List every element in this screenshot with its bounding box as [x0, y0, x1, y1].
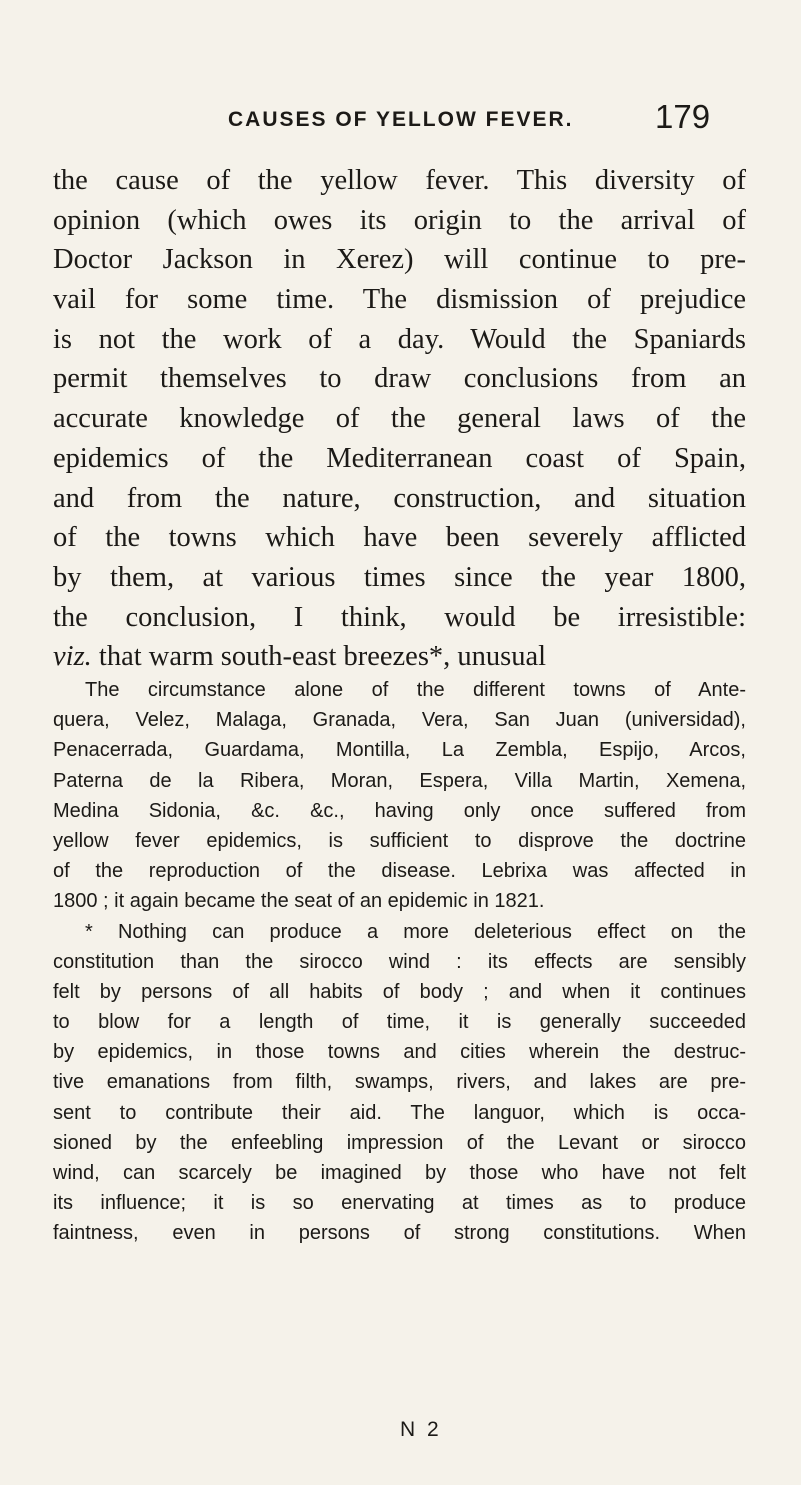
footnote-line: sioned by the enfeebling impression of the Levant or sirocco — [53, 1131, 746, 1154]
text-line: by them, at various times since the year 1800, — [53, 561, 746, 593]
text-line: accurate knowledge of the general laws of the — [53, 403, 746, 435]
text-line: the cause of the yellow fever. This diversity of — [53, 165, 746, 196]
footnote-line: faintness, even in persons of strong constitutions. When — [53, 1222, 746, 1245]
text-line: and from the nature, construction, and situation — [53, 482, 746, 514]
text-line: epidemics of the Mediterranean coast of Spain, — [53, 442, 746, 474]
text-line: the conclusion, I think, would be irresistible: — [53, 601, 746, 633]
footnote-line: constitution than the sirocco wind : its effects are sensibly — [53, 950, 746, 973]
footnote-line: Penacerrada, Guardama, Montilla, La Zembla, Espijo, Arcos, — [53, 739, 746, 762]
footnote-line: its influence; it is so enervating at times as to produce — [53, 1192, 746, 1215]
footnote-line: yellow fever epidemics, is sufficient to disprove the doctrine — [53, 829, 746, 852]
footnote-line: felt by persons of all habits of body ; and when it continues — [53, 980, 746, 1003]
signature-mark: N 2 — [400, 1418, 442, 1441]
text-line: vail for some time. The dismission of prejudice — [53, 284, 746, 316]
footnote-line: sent to contribute their aid. The languor, which is occa- — [53, 1101, 746, 1124]
italic-viz: viz. — [53, 641, 92, 673]
text-line: permit themselves to draw conclusions from an — [53, 363, 746, 395]
footnote-line: The circumstance alone of the different towns of Ante- — [85, 679, 746, 701]
text-line: opinion (which owes its origin to the arrival of — [53, 204, 746, 236]
footnote-line: quera, Velez, Malaga, Granada, Vera, San Juan (universidad), — [53, 709, 746, 732]
text-line-last — [53, 637, 746, 677]
footnote-line: Medina Sidonia, &c. &c., having only once suffered from — [53, 799, 746, 822]
page-header — [0, 98, 801, 148]
footnote-line: Paterna de la Ribera, Moran, Espera, Villa Martin, Xemena, — [53, 769, 746, 792]
text-line: Doctor Jackson in Xerez) will continue to pre- — [53, 244, 746, 276]
footnote-line: by epidemics, in those towns and cities wherein the destruc- — [53, 1041, 746, 1064]
footnote-line: to blow for a length of time, it is generally succeeded — [53, 1011, 746, 1034]
footnote-line: wind, can scarcely be imagined by those who have not felt — [53, 1162, 746, 1184]
footnotes — [53, 675, 746, 1249]
text-line: is not the work of a day. Would the Spaniards — [53, 323, 746, 355]
footnote-line: tive emanations from filth, swamps, rivers, and lakes are pre- — [53, 1071, 746, 1094]
footnote-line: 1800 ; it again became the seat of an epidemic in 1821. — [53, 890, 545, 913]
text-line: of the towns which have been severely afflicted — [53, 522, 746, 554]
footnote-line: of the reproduction of the disease. Lebrixa was affected in — [53, 860, 746, 883]
main-text — [53, 161, 746, 677]
page-number: 179 — [655, 98, 711, 135]
last-line-text: that warm south-east breezes*, unusual — [91, 641, 547, 673]
running-head: CAUSES OF YELLOW FEVER. — [228, 108, 574, 131]
footnote-line: * Nothing can produce a more deleterious effect on the — [85, 920, 746, 943]
